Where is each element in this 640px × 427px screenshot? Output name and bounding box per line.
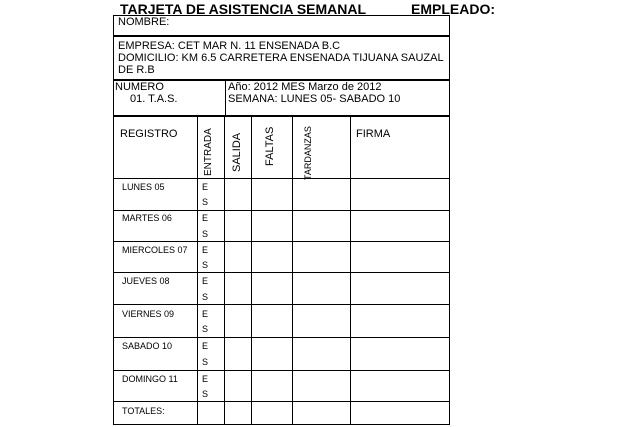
empleado-label: EMPLEADO:: [411, 1, 495, 17]
numero-divider: [225, 80, 226, 116]
nombre-label: NOMBRE:: [118, 16, 170, 28]
day-label: MARTES 06: [122, 213, 172, 223]
entrada-mark: E: [202, 374, 209, 384]
entrada-mark: E: [202, 182, 209, 192]
totales-label: TOTALES:: [122, 406, 165, 416]
col-divider-salida: [251, 116, 252, 425]
day-label: LUNES 05: [122, 182, 165, 192]
salida-mark: S: [202, 292, 209, 302]
form-title: TARJETA DE ASISTENCIA SEMANAL: [120, 1, 367, 17]
salida-mark: S: [202, 229, 209, 239]
salida-mark: S: [202, 197, 209, 207]
col-divider-registro: [197, 116, 198, 425]
day-label: DOMINGO 11: [122, 374, 178, 384]
row-line: [113, 370, 450, 371]
header-tardanzas: TARDANZAS: [303, 126, 313, 180]
salida-mark: S: [202, 260, 209, 270]
entrada-mark: E: [202, 341, 209, 351]
row-line: [113, 241, 450, 242]
domicilio-text-2: DE R.B: [118, 64, 155, 76]
domicilio-text: DOMICILIO: KM 6.5 CARRETERA ENSENADA TIJUANA SAUZAL: [118, 52, 444, 64]
row-line: [113, 178, 450, 179]
col-divider-entrada: [224, 116, 225, 425]
entrada-mark: E: [202, 309, 209, 319]
header-registro: REGISTRO: [120, 128, 178, 140]
semana-text: SEMANA: LUNES 05- SABADO 10: [228, 93, 401, 105]
salida-mark: S: [202, 357, 209, 367]
entrada-mark: E: [202, 276, 209, 286]
salida-mark: S: [202, 324, 209, 334]
header-salida: SALIDA: [231, 132, 243, 172]
row-line: [113, 272, 450, 273]
numero-label: NUMERO: [115, 81, 164, 93]
row-line: [113, 210, 450, 211]
day-label: MIERCOLES 07: [122, 245, 188, 255]
row-line: [113, 304, 450, 305]
header-firma: FIRMA: [356, 128, 391, 140]
col-divider-faltas: [292, 116, 293, 425]
header-entrada: ENTRADA: [203, 128, 214, 176]
salida-mark: S: [202, 389, 209, 399]
col-divider-tardanzas: [350, 116, 351, 425]
day-label: JUEVES 08: [122, 276, 170, 286]
entrada-mark: E: [202, 213, 209, 223]
numero-value: 01. T.A.S.: [130, 93, 178, 105]
day-label: VIERNES 09: [122, 309, 175, 319]
day-label: SABADO 10: [122, 341, 173, 351]
header-faltas: FALTAS: [264, 126, 276, 166]
row-line: [113, 337, 450, 338]
entrada-mark: E: [202, 245, 209, 255]
anio-text: Año: 2012 MES Marzo de 2012: [228, 81, 382, 93]
empresa-text: EMPRESA: CET MAR N. 11 ENSENADA B.C: [118, 40, 341, 52]
row-line: [113, 401, 450, 402]
